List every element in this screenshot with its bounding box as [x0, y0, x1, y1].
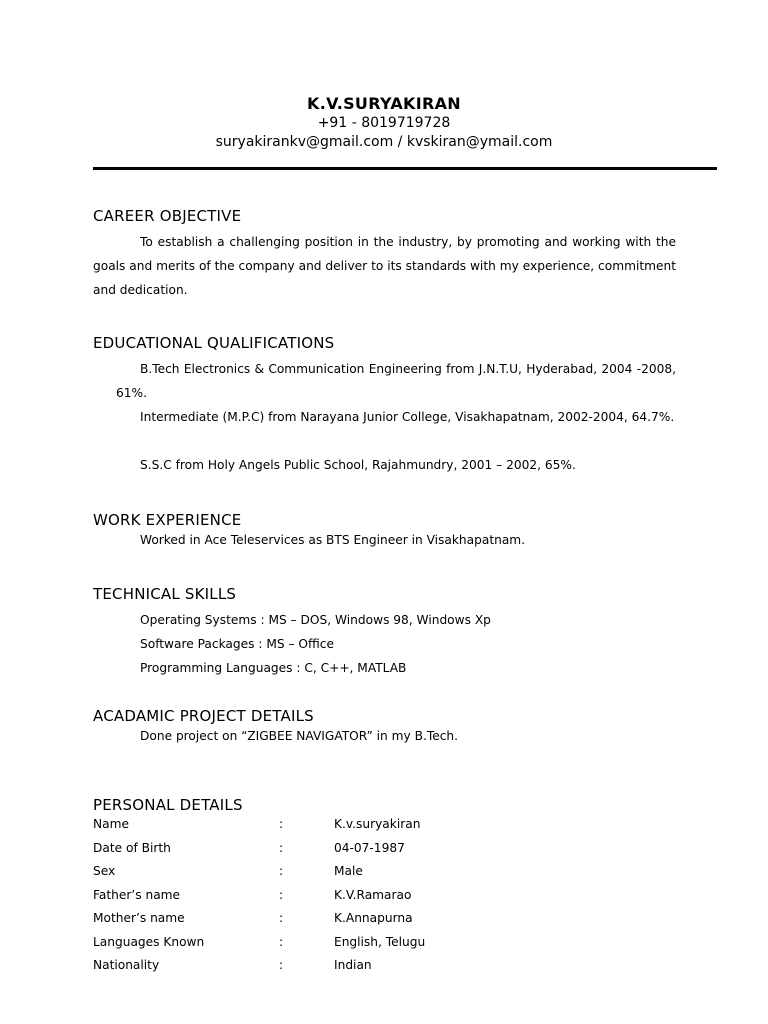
detail-separator: :: [279, 841, 284, 855]
detail-separator: :: [279, 864, 284, 878]
detail-label: Languages Known: [93, 935, 205, 949]
career-objective-text: To establish a challenging position in the industry, by promoting and working with the goals and merits of the company and deliver to its standards with my experience, commitment and dedication.: [93, 235, 676, 297]
detail-separator: :: [279, 817, 284, 831]
header-divider: [93, 167, 717, 170]
detail-value: K.v.suryakiran: [334, 817, 421, 831]
detail-label: Nationality: [93, 958, 160, 972]
detail-value: Indian: [334, 958, 372, 972]
phone-number: +91 - 8019719728: [317, 115, 451, 131]
skill-item: Operating Systems : MS – DOS, Windows 98, Windows Xp: [140, 613, 491, 627]
detail-value: K.Annapurna: [334, 911, 413, 925]
education-item: Intermediate (M.P.C) from Narayana Junior College, Visakhapatnam, 2002-2004, 64.7%.: [140, 410, 675, 424]
education-item: B.Tech Electronics & Communication Engineering from J.N.T.U, Hyderabad, 2004 -2008, 61%.: [116, 362, 676, 400]
detail-separator: :: [279, 935, 284, 949]
detail-value: English, Telugu: [334, 935, 426, 949]
academic-project-heading: ACADAMIC PROJECT DETAILS: [93, 707, 314, 725]
work-experience-text: Worked in Ace Teleservices as BTS Engineer in Visakhapatnam.: [140, 533, 526, 547]
detail-label: Mother’s name: [93, 911, 185, 925]
personal-details-heading: PERSONAL DETAILS: [93, 796, 243, 814]
skill-item: Software Packages : MS – Office: [140, 637, 334, 651]
detail-separator: :: [279, 911, 284, 925]
career-objective-heading: CAREER OBJECTIVE: [93, 207, 242, 225]
email-addresses: suryakirankv@gmail.com / kvskiran@ymail.com: [215, 134, 553, 150]
detail-value: Male: [334, 864, 363, 878]
education-heading: EDUCATIONAL QUALIFICATIONS: [93, 334, 335, 352]
detail-value: 04-07-1987: [334, 841, 405, 855]
academic-project-text: Done project on “ZIGBEE NAVIGATOR” in my B.Tech.: [140, 729, 458, 743]
detail-label: Name: [93, 817, 129, 831]
resume-header: [0, 94, 768, 152]
technical-skills-heading: TECHNICAL SKILLS: [93, 585, 237, 603]
candidate-name: K.V.SURYAKIRAN: [307, 94, 461, 113]
detail-label: Date of Birth: [93, 841, 171, 855]
skill-item: Programming Languages : C, C++, MATLAB: [140, 661, 407, 675]
detail-separator: :: [279, 958, 284, 972]
detail-label: Sex: [93, 864, 116, 878]
education-item: S.S.C from Holy Angels Public School, Rajahmundry, 2001 – 2002, 65%.: [140, 458, 576, 472]
work-experience-heading: WORK EXPERIENCE: [93, 511, 242, 529]
detail-label: Father’s name: [93, 888, 181, 902]
detail-value: K.V.Ramarao: [334, 888, 412, 902]
detail-separator: :: [279, 888, 284, 902]
